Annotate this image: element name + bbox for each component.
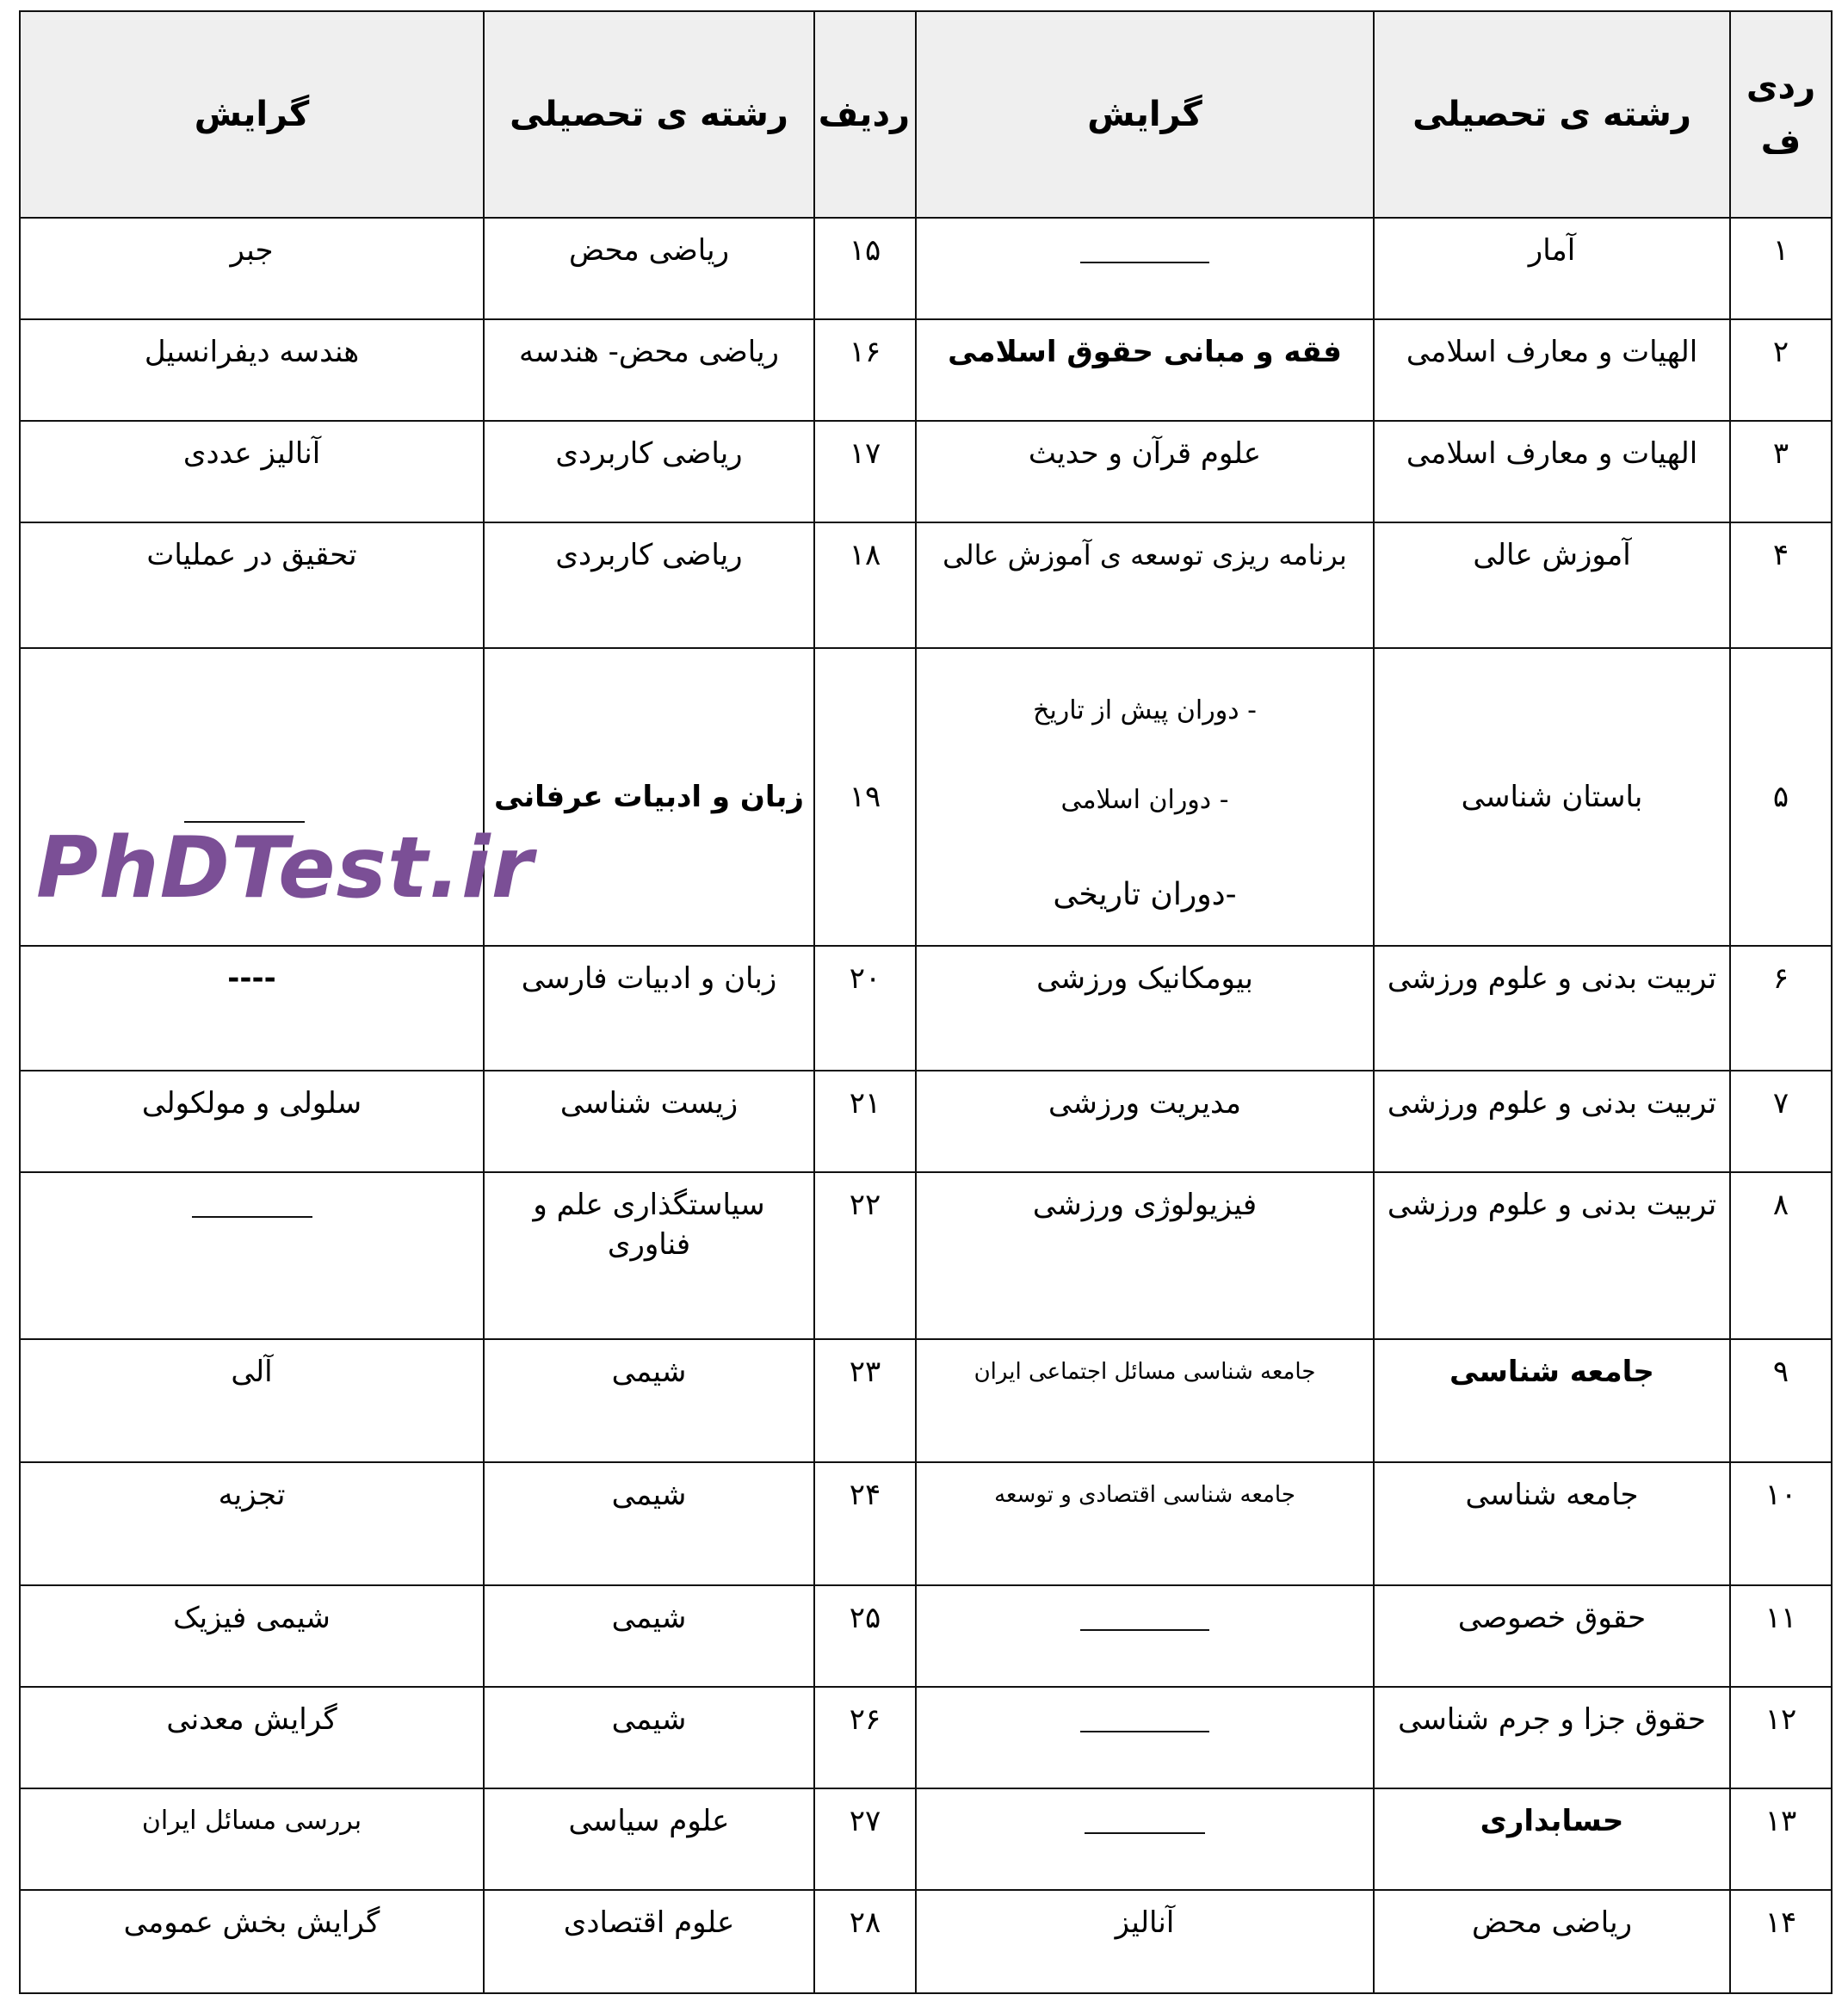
specialization-2: گرایش معدنی <box>20 1687 484 1788</box>
field-name: آمار <box>1374 218 1730 319</box>
specialization: فقه و مبانی حقوق اسلامی <box>916 319 1374 421</box>
specialization-2 <box>20 648 534 946</box>
field-name-2: ریاضی محض <box>484 218 814 319</box>
row-number-2: ۲۳ <box>814 1339 916 1462</box>
field-name-2: زبان و ادبیات عرفانی <box>484 648 814 946</box>
row-number: ۵ <box>1730 648 1832 946</box>
table-row <box>20 1172 1832 1339</box>
field-name-2: زبان و ادبیات فارسی <box>484 946 814 1071</box>
blank-dash <box>192 1185 312 1218</box>
row-number-2: ۲۵ <box>814 1585 916 1687</box>
specialization-line: - دوران پیش از تاریخ <box>1033 695 1257 726</box>
blank-dash <box>1080 1700 1209 1732</box>
row-number-2: ۲۴ <box>814 1462 916 1585</box>
row-number: ۲ <box>1730 319 1832 421</box>
table-row <box>20 648 1832 946</box>
blank-dash <box>1085 1801 1205 1834</box>
row-number-2: ۲۶ <box>814 1687 916 1788</box>
specialization-2 <box>20 1172 484 1339</box>
row-number: ۱۳ <box>1730 1788 1832 1890</box>
specialization: برنامه ریزی توسعه ی آموزش عالی <box>916 522 1374 648</box>
table-row <box>20 1687 1832 1788</box>
table-row <box>20 1071 1832 1172</box>
blank-dash <box>184 790 305 823</box>
specialization-2: سلولی و مولکولی <box>20 1071 484 1172</box>
specialization-list <box>916 648 1374 946</box>
field-name: حقوق خصوصی <box>1374 1585 1730 1687</box>
field-name: حقوق جزا و جرم شناسی <box>1374 1687 1730 1788</box>
table-row <box>20 218 1832 319</box>
row-number: ۶ <box>1730 946 1832 1071</box>
specialization-2: گرایش بخش عمومی <box>20 1890 484 1993</box>
field-name: باستان شناسی <box>1374 648 1730 946</box>
specialization-2: تحقیق در عملیات <box>20 522 484 648</box>
field-name-2: علوم اقتصادی <box>484 1890 814 1993</box>
field-name: جامعه شناسی <box>1374 1339 1730 1462</box>
blank-dash <box>1080 1598 1209 1631</box>
specialization: آنالیز <box>916 1890 1374 1993</box>
specialization: علوم قرآن و حدیث <box>916 421 1374 522</box>
specialization-2: آنالیز عددی <box>20 421 484 522</box>
row-number: ۱۴ <box>1730 1890 1832 1993</box>
row-number: ۱۰ <box>1730 1462 1832 1585</box>
row-number-2: ۱۶ <box>814 319 916 421</box>
specialization: بیومکانیک ورزشی <box>916 946 1374 1071</box>
field-name: تربیت بدنی و علوم ورزشی <box>1374 1071 1730 1172</box>
field-name: الهیات و معارف اسلامی <box>1374 319 1730 421</box>
field-name: تربیت بدنی و علوم ورزشی <box>1374 1172 1730 1339</box>
table-row <box>20 1788 1832 1890</box>
table-row <box>20 1339 1832 1462</box>
row-number-2: ۱۸ <box>814 522 916 648</box>
row-number-2: ۲۸ <box>814 1890 916 1993</box>
field-name-2: شیمی <box>484 1339 814 1462</box>
table-row <box>20 1585 1832 1687</box>
field-name-2: زیست شناسی <box>484 1071 814 1172</box>
field-name: ریاضی محض <box>1374 1890 1730 1993</box>
specialization <box>916 218 1374 319</box>
row-number-2: ۱۷ <box>814 421 916 522</box>
field-name: جامعه شناسی <box>1374 1462 1730 1585</box>
table-row <box>20 421 1832 522</box>
row-number: ۴ <box>1730 522 1832 648</box>
table-row <box>20 319 1832 421</box>
specialization: جامعه شناسی اقتصادی و توسعه <box>916 1462 1374 1585</box>
header-gerayesh-2: گرایش <box>20 11 484 218</box>
specialization-2: بررسی مسائل ایران <box>20 1788 484 1890</box>
row-number-2: ۲۷ <box>814 1788 916 1890</box>
specialization-2: تجزیه <box>20 1462 484 1585</box>
specialization-2: جبر <box>20 218 484 319</box>
field-name-2: ریاضی کاربردی <box>484 421 814 522</box>
header-reshte: رشته ی تحصیلی <box>1374 11 1730 218</box>
field-name-2: ریاضی کاربردی <box>484 522 814 648</box>
table-row <box>20 522 1832 648</box>
row-number-2: ۲۲ <box>814 1172 916 1339</box>
row-number-2: ۲۰ <box>814 946 916 1071</box>
field-name: حسابداری <box>1374 1788 1730 1890</box>
field-name-2: شیمی <box>484 1585 814 1687</box>
blank-dash <box>1080 231 1209 263</box>
field-name: آموزش عالی <box>1374 522 1730 648</box>
fields-table <box>19 10 1833 1994</box>
row-number-2: ۱۹ <box>814 648 916 946</box>
row-number: ۱ <box>1730 218 1832 319</box>
specialization-2: شیمی فیزیک <box>20 1585 484 1687</box>
field-name-2: شیمی <box>484 1462 814 1585</box>
header-gerayesh: گرایش <box>916 11 1374 218</box>
row-number: ۱۱ <box>1730 1585 1832 1687</box>
row-number-2: ۱۵ <box>814 218 916 319</box>
specialization-2: هندسه دیفرانسیل <box>20 319 484 421</box>
specialization: جامعه شناسی مسائل اجتماعی ایران <box>916 1339 1374 1462</box>
specialization: مدیریت ورزشی <box>916 1071 1374 1172</box>
field-name: الهیات و معارف اسلامی <box>1374 421 1730 522</box>
header-row <box>20 11 1832 218</box>
specialization <box>916 1585 1374 1687</box>
row-number: ۱۲ <box>1730 1687 1832 1788</box>
specialization-line: -دوران تاریخی <box>1053 877 1237 912</box>
specialization-2: آلی <box>20 1339 484 1462</box>
field-name-2: شیمی <box>484 1687 814 1788</box>
field-name: تربیت بدنی و علوم ورزشی <box>1374 946 1730 1071</box>
row-number: ۸ <box>1730 1172 1832 1339</box>
row-number-2: ۲۱ <box>814 1071 916 1172</box>
table-row <box>20 1462 1832 1585</box>
header-radif-2: ردیف <box>814 11 916 218</box>
specialization-line: - دوران اسلامی <box>1060 785 1229 815</box>
row-number: ۳ <box>1730 421 1832 522</box>
row-number: ۹ <box>1730 1339 1832 1462</box>
row-number: ۷ <box>1730 1071 1832 1172</box>
specialization-2: ---- <box>20 946 484 1071</box>
specialization <box>916 1687 1374 1788</box>
table-row <box>20 946 1832 1071</box>
header-reshte-2: رشته ی تحصیلی <box>484 11 814 218</box>
specialization <box>916 1788 1374 1890</box>
field-name-2: علوم سیاسی <box>484 1788 814 1890</box>
field-name-2: سیاستگذاری علم و فناوری <box>484 1172 814 1339</box>
header-radif: ردی ف <box>1730 11 1832 218</box>
specialization: فیزیولوژی ورزشی <box>916 1172 1374 1339</box>
table-row <box>20 1890 1832 1993</box>
watermark-logo: PhDTest.ir <box>36 819 534 917</box>
field-name-2: ریاضی محض- هندسه <box>484 319 814 421</box>
